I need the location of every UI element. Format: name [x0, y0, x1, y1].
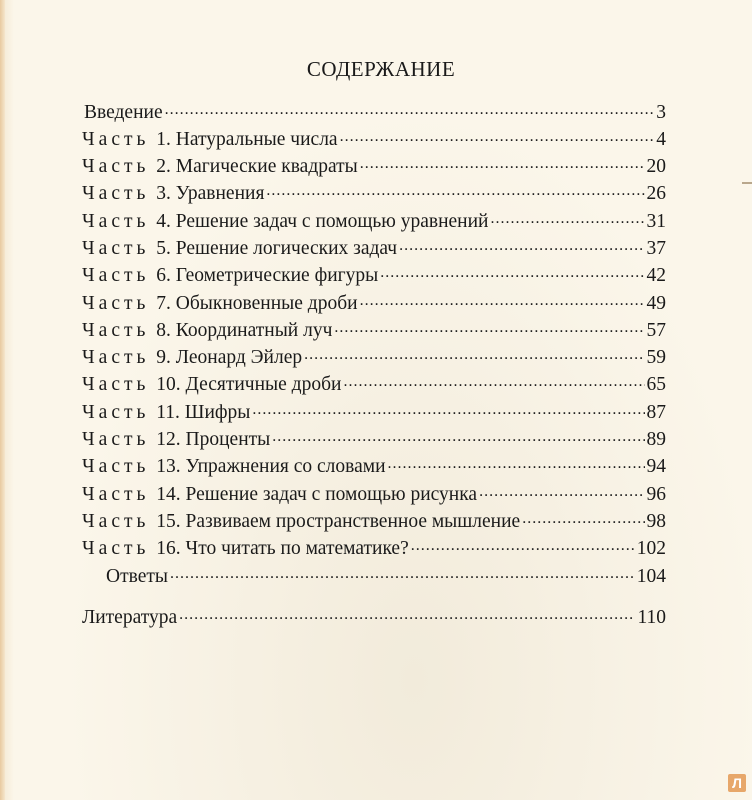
toc-entry-part-1 [82, 125, 666, 152]
toc-page-number: 96 [646, 483, 666, 505]
dot-leader [334, 316, 644, 336]
toc-entry-part-15 [82, 507, 666, 534]
toc-page-number: 20 [646, 156, 666, 178]
toc-entry-label: Часть 15. Развиваем пространственное мышление [82, 510, 521, 532]
toc-page-number: 104 [636, 565, 666, 587]
toc-page-number: 4 [656, 128, 666, 150]
table-of-contents [82, 98, 666, 631]
toc-entry-answers [82, 562, 666, 589]
dot-leader [360, 153, 645, 173]
dot-leader [266, 180, 644, 200]
dot-leader [340, 125, 655, 145]
toc-entry-part-4 [82, 207, 666, 234]
toc-entry-label: Литература [82, 606, 178, 628]
toc-entry-label: Часть 14. Решение задач с помощью рисунка [82, 483, 478, 505]
toc-entry-label: Часть 12. Проценты [82, 429, 271, 451]
toc-page-number: 87 [646, 401, 666, 423]
labirint-logo-icon: Л [728, 774, 746, 792]
toc-page-number: 42 [646, 265, 666, 287]
toc-page-number: 26 [646, 183, 666, 205]
toc-entry-label: Часть 9. Леонард Эйлер [82, 347, 303, 369]
toc-entry-label: Ответы [106, 565, 168, 587]
page-edge [0, 0, 5, 800]
toc-page-number: 31 [646, 210, 666, 232]
dot-leader [165, 98, 655, 118]
dot-leader [343, 371, 644, 391]
toc-page-number: 57 [646, 319, 666, 341]
toc-entry-label: Часть 5. Решение логических задач [82, 237, 398, 259]
dot-leader [304, 344, 644, 364]
toc-entry-label: Часть 6. Геометрические фигуры [82, 265, 379, 287]
toc-page-number: 65 [646, 374, 666, 396]
toc-entry-part-7 [82, 289, 666, 316]
toc-entry-label: Введение [84, 101, 163, 123]
dot-leader [252, 398, 644, 418]
dot-leader [522, 507, 644, 527]
page-title: СОДЕРЖАНИЕ [306, 57, 456, 81]
dot-leader [272, 426, 644, 446]
toc-entry-part-14 [82, 480, 666, 507]
toc-entry-part-8 [82, 316, 666, 343]
toc-entry-part-13 [82, 453, 666, 480]
toc-entry-part-11 [82, 398, 666, 425]
toc-page-number: 3 [656, 101, 666, 123]
toc-entry-part-3 [82, 180, 666, 207]
toc-entry-part-6 [82, 262, 666, 289]
dot-leader [179, 603, 635, 623]
toc-page-number: 102 [636, 538, 666, 560]
toc-entry-label: Часть 7. Обыкновенные дроби [82, 292, 358, 314]
dot-leader [479, 480, 644, 500]
page-mark [742, 182, 752, 184]
toc-page-number: 89 [646, 429, 666, 451]
toc-entry-part-12 [82, 426, 666, 453]
toc-entry-literature [82, 603, 666, 630]
toc-entry-intro [82, 98, 666, 125]
toc-page-number: 59 [646, 347, 666, 369]
toc-entry-label: Часть 3. Уравнения [82, 183, 265, 205]
toc-entry-label: Часть 13. Упражнения со словами [82, 456, 386, 478]
toc-page-number: 49 [646, 292, 666, 314]
dot-leader [360, 289, 645, 309]
toc-entry-part-2 [82, 153, 666, 180]
toc-entry-part-10 [82, 371, 666, 398]
dot-leader [380, 262, 644, 282]
toc-entry-label: Часть 4. Решение задач с помощью уравнений [82, 210, 489, 232]
toc-page-number: 94 [646, 456, 666, 478]
toc-entry-part-16 [82, 535, 666, 562]
toc-entry-part-5 [82, 234, 666, 261]
dot-leader [399, 234, 644, 254]
toc-entry-label: Часть 8. Координатный луч [82, 319, 333, 341]
toc-page-number: 98 [646, 510, 666, 532]
toc-entry-label: Часть 10. Десятичные дроби [82, 374, 342, 396]
toc-entry-label: Часть 1. Натуральные числа [82, 128, 338, 150]
toc-page-number: 110 [637, 606, 666, 628]
dot-leader [411, 535, 635, 555]
toc-page-number: 37 [646, 237, 666, 259]
dot-leader [490, 207, 644, 227]
toc-entry-label: Часть 2. Магические квадраты [82, 156, 358, 178]
toc-entry-label: Часть 11. Шифры [82, 401, 251, 423]
dot-leader [170, 562, 635, 582]
toc-entry-part-9 [82, 344, 666, 371]
toc-entry-label: Часть 16. Что читать по математике? [82, 538, 409, 560]
dot-leader [388, 453, 645, 473]
